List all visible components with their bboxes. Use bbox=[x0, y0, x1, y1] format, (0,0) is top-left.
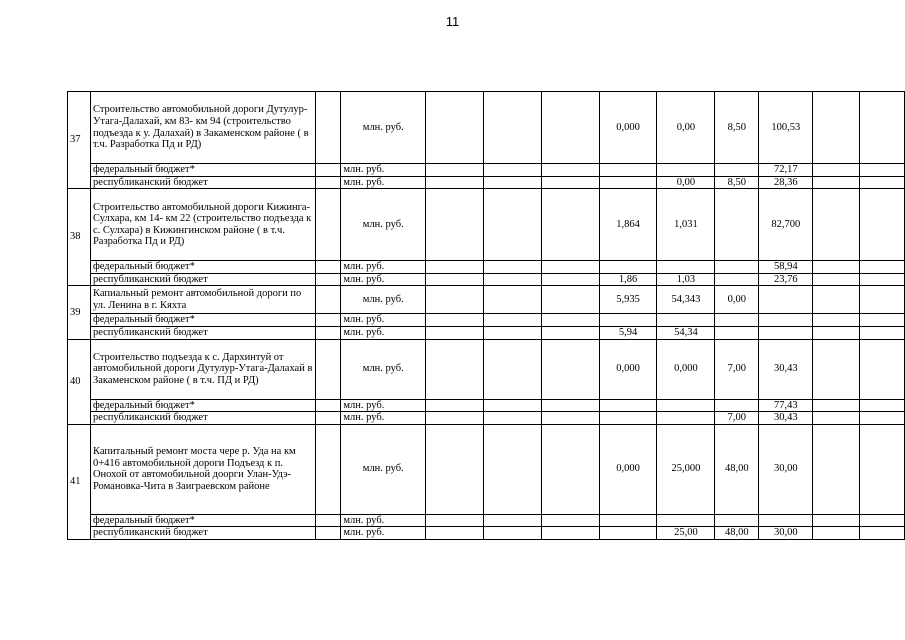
unit-cell: млн. руб. bbox=[341, 424, 426, 514]
value-cell bbox=[759, 326, 813, 339]
value-cell bbox=[759, 286, 813, 314]
value-cell: 7,00 bbox=[715, 412, 759, 425]
value-cell: 48,00 bbox=[715, 424, 759, 514]
value-cell bbox=[426, 164, 484, 177]
value-cell: 82,700 bbox=[759, 189, 813, 261]
value-cell bbox=[541, 326, 599, 339]
value-cell bbox=[484, 176, 542, 189]
project-row bbox=[68, 286, 905, 314]
value-cell bbox=[599, 399, 657, 412]
value-cell bbox=[813, 189, 860, 261]
project-name: Капиальный ремонт автомобильной дороги по ул. Ленина в г. Кяхта bbox=[90, 286, 315, 314]
value-cell bbox=[860, 261, 905, 274]
budget-sub-row bbox=[68, 527, 905, 540]
value-cell bbox=[813, 261, 860, 274]
sub-row-name: республиканский бюджет bbox=[90, 412, 315, 425]
budget-sub-row bbox=[68, 261, 905, 274]
value-cell: 0,00 bbox=[657, 176, 715, 189]
value-cell bbox=[541, 164, 599, 177]
value-cell bbox=[715, 261, 759, 274]
unit-cell: млн. руб. bbox=[341, 189, 426, 261]
value-cell bbox=[715, 514, 759, 527]
value-cell bbox=[813, 286, 860, 314]
value-cell: 54,34 bbox=[657, 326, 715, 339]
unit-cell: млн. руб. bbox=[341, 514, 426, 527]
project-number: 37 bbox=[68, 92, 91, 189]
value-cell bbox=[657, 514, 715, 527]
value-cell bbox=[759, 314, 813, 327]
value-cell: 72,17 bbox=[759, 164, 813, 177]
unit-cell: млн. руб. bbox=[341, 314, 426, 327]
value-cell bbox=[860, 339, 905, 399]
project-number: 41 bbox=[68, 424, 91, 539]
project-row bbox=[68, 189, 905, 261]
value-cell bbox=[484, 424, 542, 514]
value-cell bbox=[860, 514, 905, 527]
value-cell bbox=[813, 314, 860, 327]
value-cell bbox=[813, 424, 860, 514]
budget-sub-row bbox=[68, 273, 905, 286]
project-number: 39 bbox=[68, 286, 91, 339]
budget-sub-row bbox=[68, 399, 905, 412]
value-cell bbox=[541, 176, 599, 189]
value-cell: 23,76 bbox=[759, 273, 813, 286]
budget-sub-row bbox=[68, 314, 905, 327]
project-row bbox=[68, 339, 905, 399]
spacer-cell bbox=[316, 261, 341, 274]
value-cell: 48,00 bbox=[715, 527, 759, 540]
value-cell bbox=[599, 514, 657, 527]
value-cell bbox=[813, 176, 860, 189]
budget-sub-row bbox=[68, 412, 905, 425]
value-cell bbox=[860, 424, 905, 514]
value-cell bbox=[541, 189, 599, 261]
value-cell bbox=[541, 424, 599, 514]
value-cell bbox=[541, 339, 599, 399]
unit-cell: млн. руб. bbox=[341, 339, 426, 399]
value-cell bbox=[541, 527, 599, 540]
value-cell bbox=[715, 326, 759, 339]
spacer-cell bbox=[316, 412, 341, 425]
spacer-cell bbox=[316, 326, 341, 339]
value-cell bbox=[484, 164, 542, 177]
value-cell bbox=[426, 326, 484, 339]
value-cell: 1,031 bbox=[657, 189, 715, 261]
value-cell bbox=[813, 527, 860, 540]
value-cell bbox=[813, 164, 860, 177]
value-cell bbox=[484, 286, 542, 314]
value-cell bbox=[599, 261, 657, 274]
value-cell bbox=[860, 189, 905, 261]
value-cell bbox=[484, 326, 542, 339]
unit-cell: млн. руб. bbox=[341, 399, 426, 412]
project-name: Строительство подъезда к с. Дархинтуй от автомобильной дороги Дутулур-Утага-Далахай в Закаменском районе ( в т.ч. ПД и РД) bbox=[90, 339, 315, 399]
value-cell bbox=[541, 261, 599, 274]
project-name: Строительство автомобильной дороги Кижинга-Сулхара, км 14- км 22 (строительство подъезда к с. Сулхара) в Кижингинском районе ( в т.ч. Разработка Пд и РД) bbox=[90, 189, 315, 261]
value-cell bbox=[860, 412, 905, 425]
value-cell bbox=[860, 326, 905, 339]
value-cell bbox=[715, 273, 759, 286]
value-cell bbox=[813, 514, 860, 527]
unit-cell: млн. руб. bbox=[341, 273, 426, 286]
unit-cell: млн. руб. bbox=[341, 176, 426, 189]
value-cell: 1,86 bbox=[599, 273, 657, 286]
value-cell bbox=[860, 176, 905, 189]
value-cell bbox=[813, 92, 860, 164]
value-cell bbox=[657, 412, 715, 425]
value-cell bbox=[715, 399, 759, 412]
value-cell bbox=[426, 339, 484, 399]
project-row bbox=[68, 92, 905, 164]
value-cell bbox=[484, 514, 542, 527]
budget-sub-row bbox=[68, 176, 905, 189]
sub-row-name: федеральный бюджет* bbox=[90, 261, 315, 274]
value-cell bbox=[541, 514, 599, 527]
value-cell bbox=[541, 92, 599, 164]
value-cell: 25,000 bbox=[657, 424, 715, 514]
value-cell bbox=[813, 412, 860, 425]
spacer-cell bbox=[316, 424, 341, 514]
value-cell: 0,000 bbox=[657, 339, 715, 399]
value-cell bbox=[860, 164, 905, 177]
project-name: Капитальный ремонт моста чере р. Уда на км 0+416 автомобильной дороги Подъезд к п. Онохой от автомобильной доорги Улан-Удэ-Романовка-Чита в Заиграевском районе bbox=[90, 424, 315, 514]
sub-row-name: федеральный бюджет* bbox=[90, 514, 315, 527]
value-cell bbox=[860, 273, 905, 286]
spacer-cell bbox=[316, 399, 341, 412]
value-cell: 30,00 bbox=[759, 527, 813, 540]
project-number: 40 bbox=[68, 339, 91, 424]
spacer-cell bbox=[316, 92, 341, 164]
value-cell bbox=[426, 286, 484, 314]
value-cell bbox=[484, 412, 542, 425]
value-cell bbox=[426, 514, 484, 527]
value-cell bbox=[657, 314, 715, 327]
value-cell: 30,43 bbox=[759, 339, 813, 399]
page-number: 11 bbox=[445, 14, 460, 29]
spacer-cell bbox=[316, 314, 341, 327]
value-cell bbox=[860, 286, 905, 314]
value-cell: 1,864 bbox=[599, 189, 657, 261]
value-cell bbox=[599, 176, 657, 189]
unit-cell: млн. руб. bbox=[341, 527, 426, 540]
value-cell bbox=[599, 527, 657, 540]
value-cell bbox=[426, 261, 484, 274]
sub-row-name: федеральный бюджет* bbox=[90, 399, 315, 412]
value-cell bbox=[715, 314, 759, 327]
unit-cell: млн. руб. bbox=[341, 412, 426, 425]
value-cell bbox=[484, 314, 542, 327]
value-cell: 0,00 bbox=[715, 286, 759, 314]
value-cell bbox=[657, 399, 715, 412]
budget-sub-row bbox=[68, 326, 905, 339]
unit-cell: млн. руб. bbox=[341, 92, 426, 164]
budget-sub-row bbox=[68, 164, 905, 177]
value-cell bbox=[657, 164, 715, 177]
project-name: Строительство автомобильной дороги Дутулур-Утага-Далахай, км 83- км 94 (строительство подъезда к у. Далахай) в Закаменском районе ( в т.ч. Разработка Пд и РД) bbox=[90, 92, 315, 164]
sub-row-name: республиканский бюджет bbox=[90, 273, 315, 286]
unit-cell: млн. руб. bbox=[341, 261, 426, 274]
value-cell bbox=[426, 92, 484, 164]
value-cell bbox=[715, 189, 759, 261]
sub-row-name: федеральный бюджет* bbox=[90, 314, 315, 327]
project-number: 38 bbox=[68, 189, 91, 286]
value-cell bbox=[599, 314, 657, 327]
value-cell bbox=[860, 314, 905, 327]
value-cell bbox=[860, 399, 905, 412]
value-cell bbox=[813, 399, 860, 412]
spacer-cell bbox=[316, 339, 341, 399]
value-cell bbox=[541, 412, 599, 425]
spacer-cell bbox=[316, 286, 341, 314]
sub-row-name: республиканский бюджет bbox=[90, 176, 315, 189]
value-cell bbox=[715, 164, 759, 177]
spacer-cell bbox=[316, 176, 341, 189]
budget-table bbox=[67, 91, 905, 540]
budget-sub-row bbox=[68, 514, 905, 527]
value-cell bbox=[484, 189, 542, 261]
value-cell bbox=[484, 261, 542, 274]
value-cell bbox=[541, 314, 599, 327]
value-cell bbox=[426, 176, 484, 189]
value-cell bbox=[541, 286, 599, 314]
unit-cell: млн. руб. bbox=[341, 164, 426, 177]
value-cell bbox=[599, 412, 657, 425]
value-cell bbox=[484, 273, 542, 286]
value-cell bbox=[813, 273, 860, 286]
sub-row-name: федеральный бюджет* bbox=[90, 164, 315, 177]
value-cell: 100,53 bbox=[759, 92, 813, 164]
spacer-cell bbox=[316, 273, 341, 286]
value-cell bbox=[599, 164, 657, 177]
value-cell: 30,43 bbox=[759, 412, 813, 425]
value-cell bbox=[426, 273, 484, 286]
spacer-cell bbox=[316, 189, 341, 261]
spacer-cell bbox=[316, 527, 341, 540]
sub-row-name: республиканский бюджет bbox=[90, 326, 315, 339]
value-cell: 0,000 bbox=[599, 424, 657, 514]
value-cell bbox=[657, 261, 715, 274]
value-cell bbox=[426, 189, 484, 261]
value-cell: 5,935 bbox=[599, 286, 657, 314]
sub-row-name: республиканский бюджет bbox=[90, 527, 315, 540]
value-cell: 77,43 bbox=[759, 399, 813, 412]
value-cell bbox=[541, 273, 599, 286]
value-cell: 0,00 bbox=[657, 92, 715, 164]
unit-cell: млн. руб. bbox=[341, 286, 426, 314]
value-cell: 28,36 bbox=[759, 176, 813, 189]
value-cell bbox=[426, 412, 484, 425]
value-cell: 8,50 bbox=[715, 92, 759, 164]
spacer-cell bbox=[316, 514, 341, 527]
value-cell bbox=[541, 399, 599, 412]
value-cell: 54,343 bbox=[657, 286, 715, 314]
value-cell bbox=[426, 314, 484, 327]
value-cell: 0,000 bbox=[599, 92, 657, 164]
spacer-cell bbox=[316, 164, 341, 177]
unit-cell: млн. руб. bbox=[341, 326, 426, 339]
value-cell bbox=[860, 527, 905, 540]
value-cell bbox=[426, 527, 484, 540]
value-cell: 7,00 bbox=[715, 339, 759, 399]
project-row bbox=[68, 424, 905, 514]
value-cell bbox=[484, 527, 542, 540]
value-cell: 0,000 bbox=[599, 339, 657, 399]
value-cell bbox=[484, 399, 542, 412]
value-cell: 1,03 bbox=[657, 273, 715, 286]
value-cell bbox=[860, 92, 905, 164]
value-cell bbox=[484, 92, 542, 164]
value-cell bbox=[759, 514, 813, 527]
value-cell bbox=[426, 424, 484, 514]
value-cell: 30,00 bbox=[759, 424, 813, 514]
value-cell: 5,94 bbox=[599, 326, 657, 339]
value-cell: 8,50 bbox=[715, 176, 759, 189]
value-cell bbox=[426, 399, 484, 412]
value-cell: 58,94 bbox=[759, 261, 813, 274]
value-cell bbox=[813, 339, 860, 399]
value-cell bbox=[813, 326, 860, 339]
value-cell bbox=[484, 339, 542, 399]
value-cell: 25,00 bbox=[657, 527, 715, 540]
